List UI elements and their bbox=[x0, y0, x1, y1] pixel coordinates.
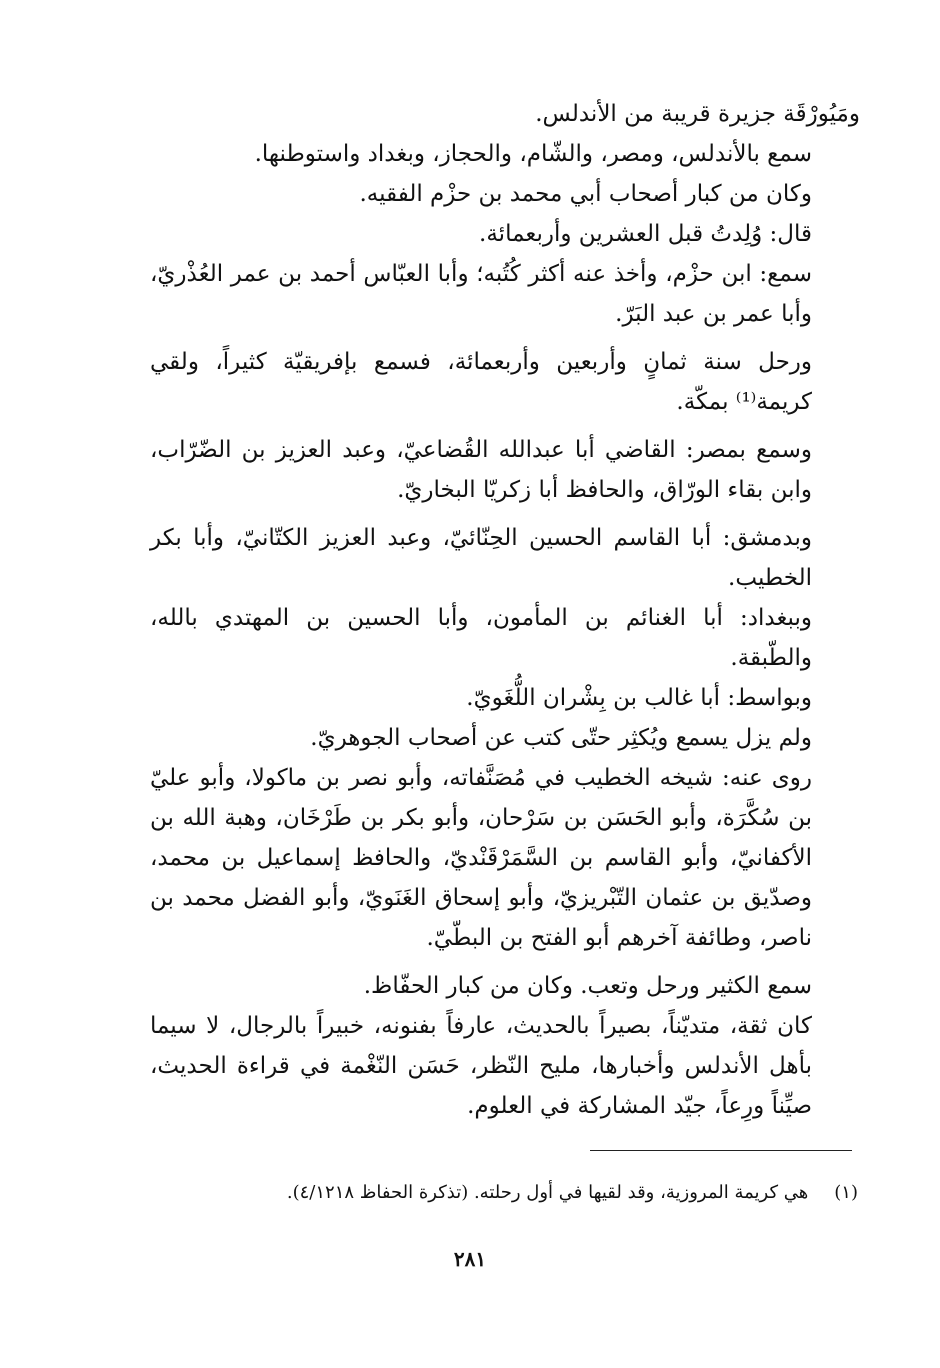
paragraph: وبدمشق: أبا القاسم الحسين الحِنّائيّ، وعبد العزيز الكتّانيّ، وأبا بكر الخطيب. bbox=[150, 525, 812, 591]
footnote-divider bbox=[590, 1150, 852, 1151]
paragraph: كان ثقة، متديّناً، بصيراً بالحديث، عارفاً بفنونه، خبيراً بالرجال، لا سيما بأهل الأندلس وأخبارها، مليح النّظر، حَسَن النّغْمة في قراءة الحديث، صيِّناً ورِعاً، جيّد المشاركة في العلوم. bbox=[150, 1013, 812, 1119]
footnote-text: هي كريمة المروزية، وقد لقيها في أول رحلته. (تذكرة الحفاظ ٤/١٢١٨). bbox=[286, 1182, 809, 1203]
paragraph: وببغداد: أبا الغنائم بن المأمون، وأبا الحسين بن المهتدي بالله، والطّبقة. bbox=[150, 605, 812, 671]
footnote-number: (١) bbox=[834, 1182, 858, 1203]
body-text bbox=[150, 94, 860, 1126]
paragraph: وسمع بمصر: القاضي أبا عبدالله القُضاعيّ، وعبد العزيز بن الضّرّاب، وابن بقاء الورّاق، والحافظ أبا زكريّا البخاريّ. bbox=[150, 437, 812, 503]
paragraph: سمع: ابن حزْم، وأخذ عنه أكثر كُتُبه؛ وأبا العبّاس أحمد بن عمر العُذْريّ، وأبا عمر بن عبد البَرّ. bbox=[150, 261, 812, 327]
footnote bbox=[158, 1178, 858, 1208]
paragraph: روى عنه: شيخه الخطيب في مُصَنَّفاته، وأبو نصر بن ماكولا، وأبو عليّ بن سُكَّرَة، وأبو الحَسَن بن سَرْحان، وأبو بكر بن طَرْخَان، وهبة الله بن الأكفانيّ، وأبو القاسم بن السَّمَرْقَنْديّ، والحافظ إسماعيل بن محمد، وصدّيق بن عثمان التّبْريزيّ، وأبو إسحاق الغَنَويّ، وأبو الفضل محمد بن ناصر، وطائفة آخرهم أبو الفتح بن البطّيّ. bbox=[150, 765, 812, 951]
paragraph: سمع بالأندلس، ومصر، والشّام، والحجاز، وبغداد واستوطنها. bbox=[254, 141, 812, 167]
paragraph: ومَيُورْقَة جزيرة قريبة من الأندلس. bbox=[535, 101, 860, 127]
paragraph: ورحل سنة ثمانٍ وأربعين وأربعمائة، فسمع بإفريقيّة كثيراً، ولقي كريمة⁽¹⁾ بمكّة. bbox=[150, 349, 812, 415]
paragraph: وبواسط: أبا غالب بن بِشْران اللُّغَويّ. bbox=[466, 685, 812, 711]
paragraph: سمع الكثير ورحل وتعب. وكان من كبار الحفّاظ. bbox=[363, 973, 812, 999]
paragraph: ولم يزل يسمع ويُكثِر حتّى كتب عن أصحاب الجوهريّ. bbox=[310, 725, 812, 751]
page-number: ٢٨١ bbox=[453, 1247, 487, 1271]
paragraph: وكان من كبار أصحاب أبي محمد بن حزْم الفقيه. bbox=[359, 181, 812, 207]
paragraph: قال: وُلِدتُ قبل العشرين وأربعمائة. bbox=[479, 221, 812, 247]
